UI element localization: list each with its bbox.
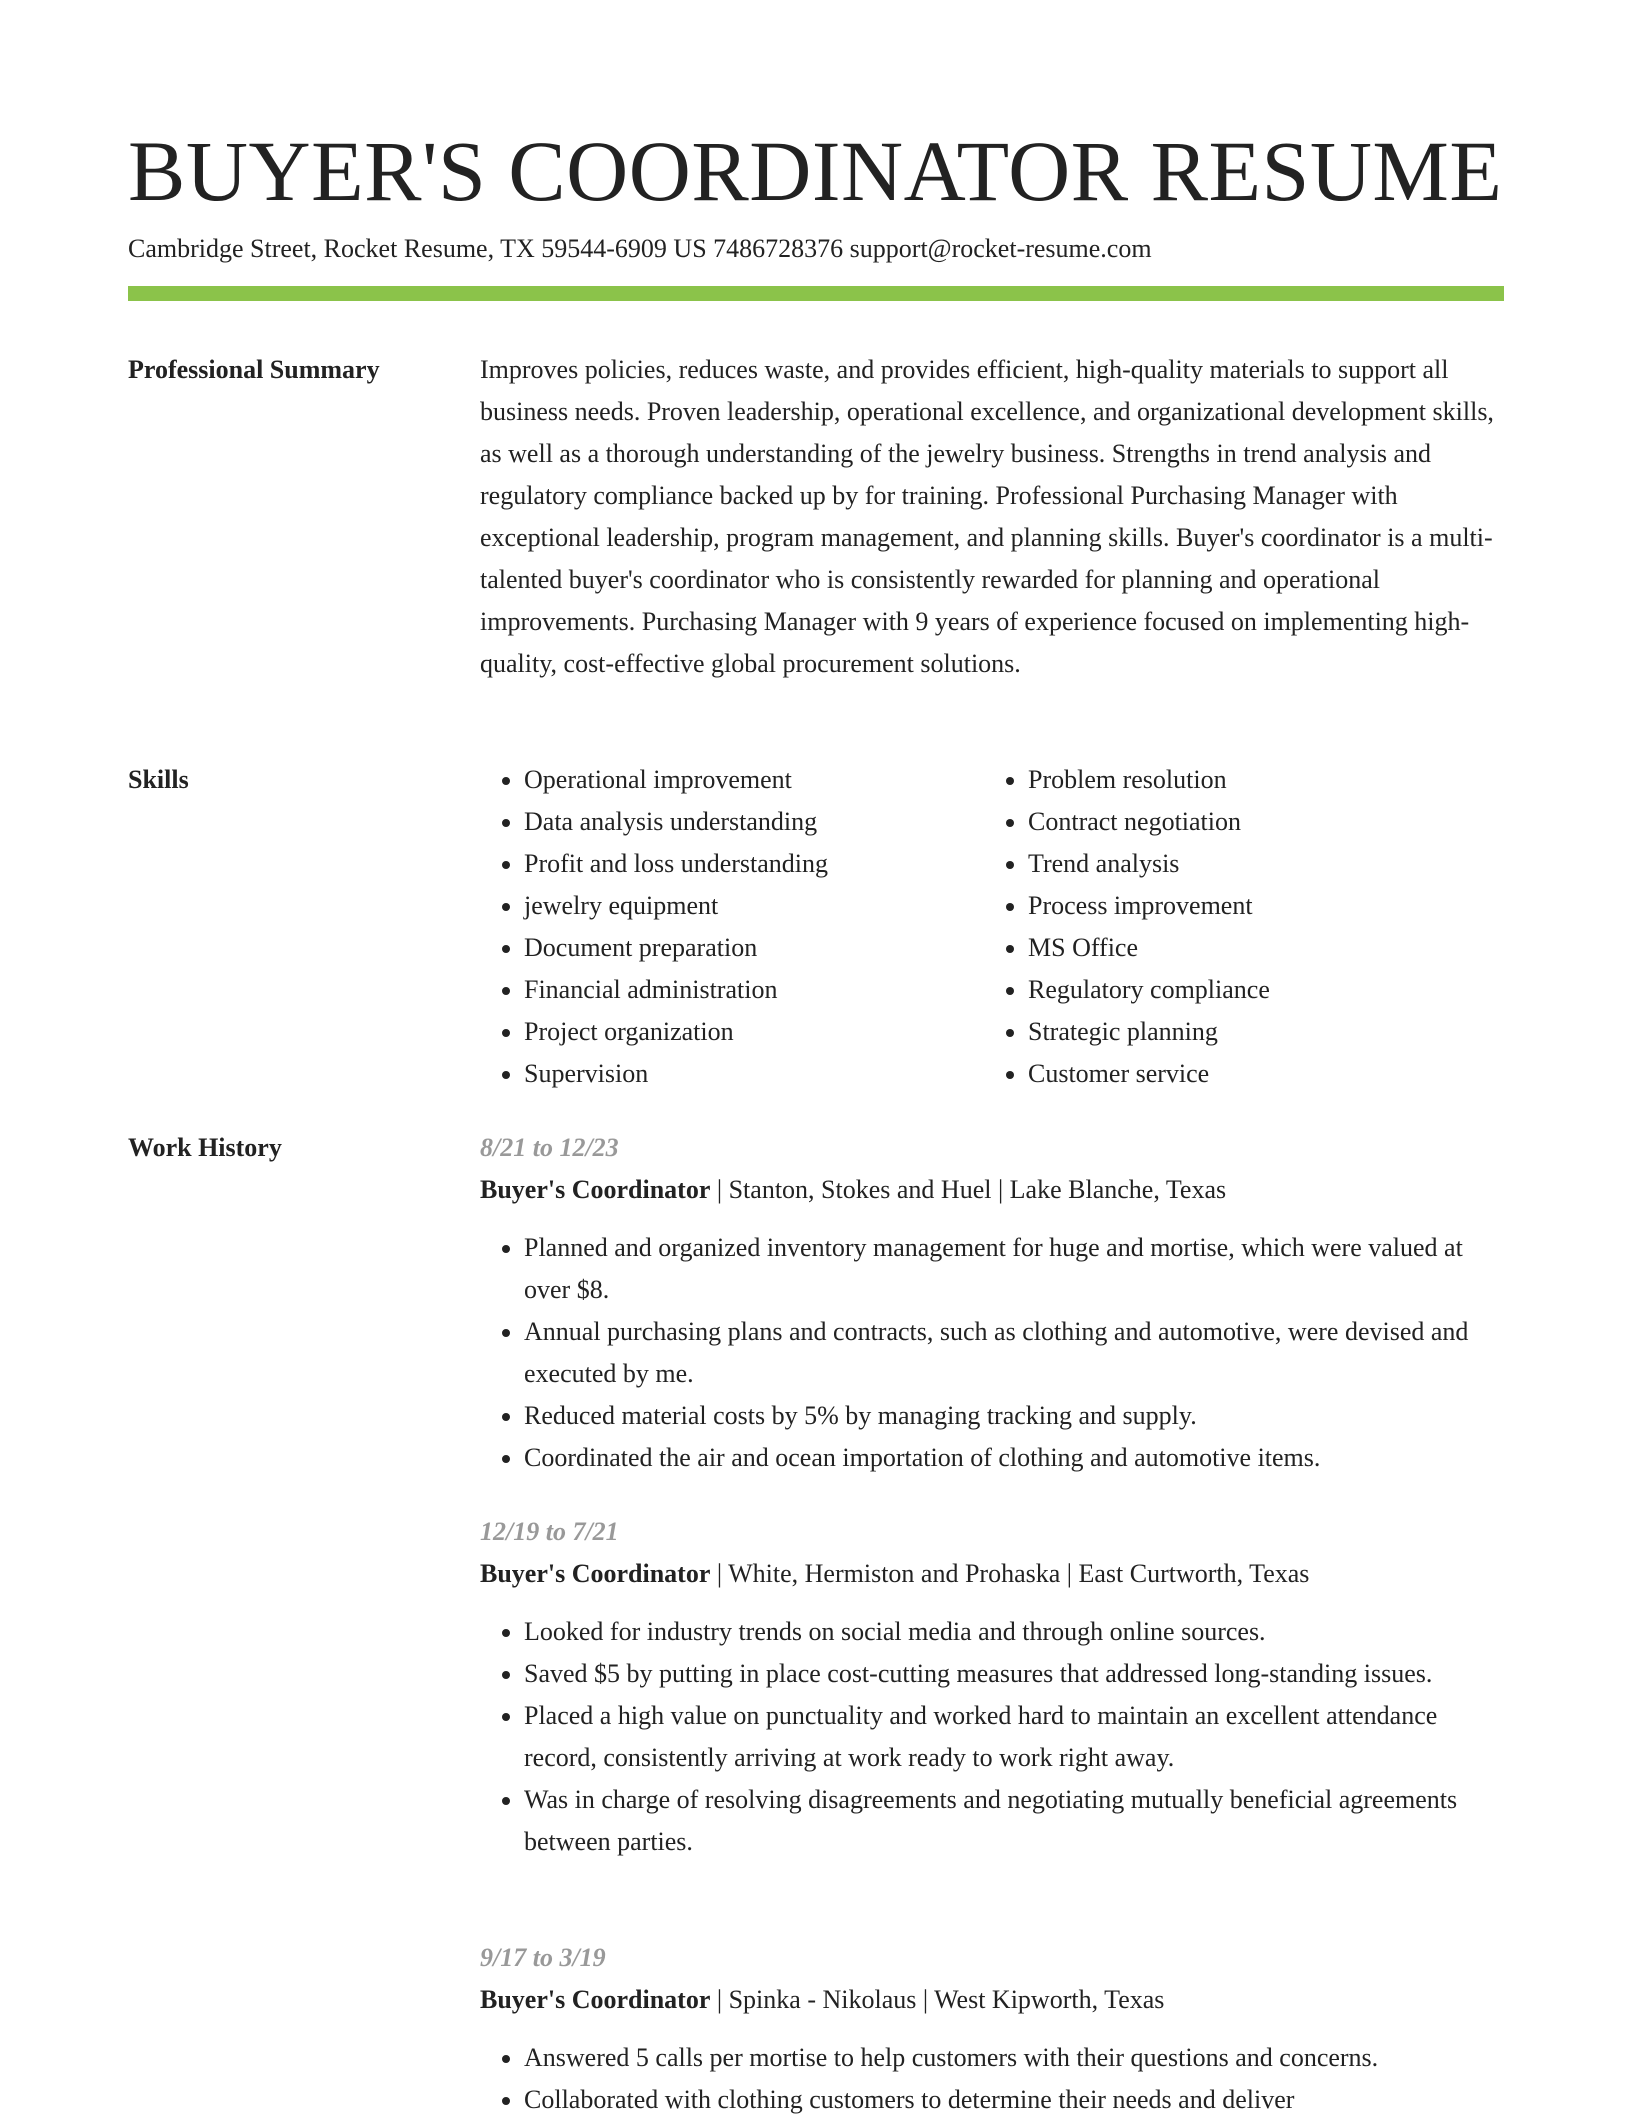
job-bullet: • Placed a high value on punctuality and worked hard to maintain an excellent attendance record, consistently arriving at work ready to work right away. — [524, 1695, 1504, 1779]
skill-item: • Customer service — [1028, 1053, 1270, 1095]
job-heading — [480, 1169, 1504, 1211]
skill-item: • Strategic planning — [1028, 1011, 1270, 1053]
skill-item: • Problem resolution — [1028, 759, 1270, 801]
work-history-heading: Work History — [128, 1133, 282, 1162]
skill-item: • Supervision — [524, 1053, 828, 1095]
job-title: Buyer's Coordinator — [480, 1175, 711, 1204]
job-heading — [480, 1979, 1504, 2021]
job-dates: 12/19 to 7/21 — [480, 1517, 619, 1546]
job-bullet: • Looked for industry trends on social media and through online sources. — [524, 1611, 1504, 1653]
job-title: Buyer's Coordinator — [480, 1559, 711, 1588]
skills-list-left — [480, 759, 828, 1095]
job-entry — [480, 1937, 1504, 2121]
job-bullet: • Coordinated the air and ocean importation of clothing and automotive items. — [524, 1437, 1504, 1479]
skill-item: • Regulatory compliance — [1028, 969, 1270, 1011]
job-bullet: • Answered 5 calls per mortise to help customers with their questions and concerns. — [524, 2037, 1504, 2079]
job-bullet-list — [480, 1611, 1504, 1863]
job-entry — [480, 1511, 1504, 1863]
header-divider — [128, 286, 1504, 301]
job-dates: 9/17 to 3/19 — [480, 1943, 606, 1972]
skill-item: • Profit and loss understanding — [524, 843, 828, 885]
skill-item: • Trend analysis — [1028, 843, 1270, 885]
job-bullet-list — [480, 2037, 1504, 2121]
skill-item: • Financial administration — [524, 969, 828, 1011]
job-bullet: • Reduced material costs by 5% by managing tracking and supply. — [524, 1395, 1504, 1437]
skill-item: • Project organization — [524, 1011, 828, 1053]
job-company-location: | Stanton, Stokes and Huel | Lake Blanche, Texas — [710, 1175, 1227, 1204]
skill-item: • Contract negotiation — [1028, 801, 1270, 843]
resume-title: BUYER'S COORDINATOR RESUME — [128, 123, 1503, 219]
job-bullet: • Was in charge of resolving disagreements and negotiating mutually beneficial agreements between parties. — [524, 1779, 1504, 1863]
contact-info: Cambridge Street, Rocket Resume, TX 59544-6909 US 7486728376 support@rocket-resume.com — [128, 234, 1152, 263]
job-heading — [480, 1553, 1504, 1595]
job-bullet: • Annual purchasing plans and contracts, such as clothing and automotive, were devised and executed by me. — [524, 1311, 1504, 1395]
job-dates: 8/21 to 12/23 — [480, 1133, 619, 1162]
professional-summary-text: Improves policies, reduces waste, and provides efficient, high-quality materials to support all business needs. Proven leadership, operational excellence, and organizational development skills, as well as a thorough understanding of the jewelry business. Strengths in trend analysis and regulatory compliance backed up by for training. Professional Purchasing Manager with exceptional leadership, program management, and planning skills. Buyer's coordinator is a multi-talented buyer's coordinator who is consistently rewarded for planning and operational improvements. Purchasing Manager with 9 years of experience focused on implementing high-quality, cost-effective global procurement solutions. — [480, 355, 1494, 678]
skill-item: • Operational improvement — [524, 759, 828, 801]
job-entry — [480, 1127, 1504, 1479]
skill-item: • jewelry equipment — [524, 885, 828, 927]
skill-item: • Document preparation — [524, 927, 828, 969]
job-bullet: • Planned and organized inventory management for huge and mortise, which were valued at over $8. — [524, 1227, 1504, 1311]
skills-list-right — [984, 759, 1270, 1095]
skill-item: • Process improvement — [1028, 885, 1270, 927]
job-bullet: • Collaborated with clothing customers to determine their needs and deliver — [524, 2079, 1504, 2121]
job-bullet: • Saved $5 by putting in place cost-cutting measures that addressed long-standing issues. — [524, 1653, 1504, 1695]
job-bullet-list — [480, 1227, 1504, 1479]
job-company-location: | White, Hermiston and Prohaska | East Curtworth, Texas — [710, 1559, 1310, 1588]
job-title: Buyer's Coordinator — [480, 1985, 711, 2014]
skill-item: • Data analysis understanding — [524, 801, 828, 843]
skill-item: • MS Office — [1028, 927, 1270, 969]
professional-summary-heading: Professional Summary — [128, 355, 380, 384]
job-company-location: | Spinka - Nikolaus | West Kipworth, Texas — [710, 1985, 1165, 2014]
skills-heading: Skills — [128, 765, 189, 794]
